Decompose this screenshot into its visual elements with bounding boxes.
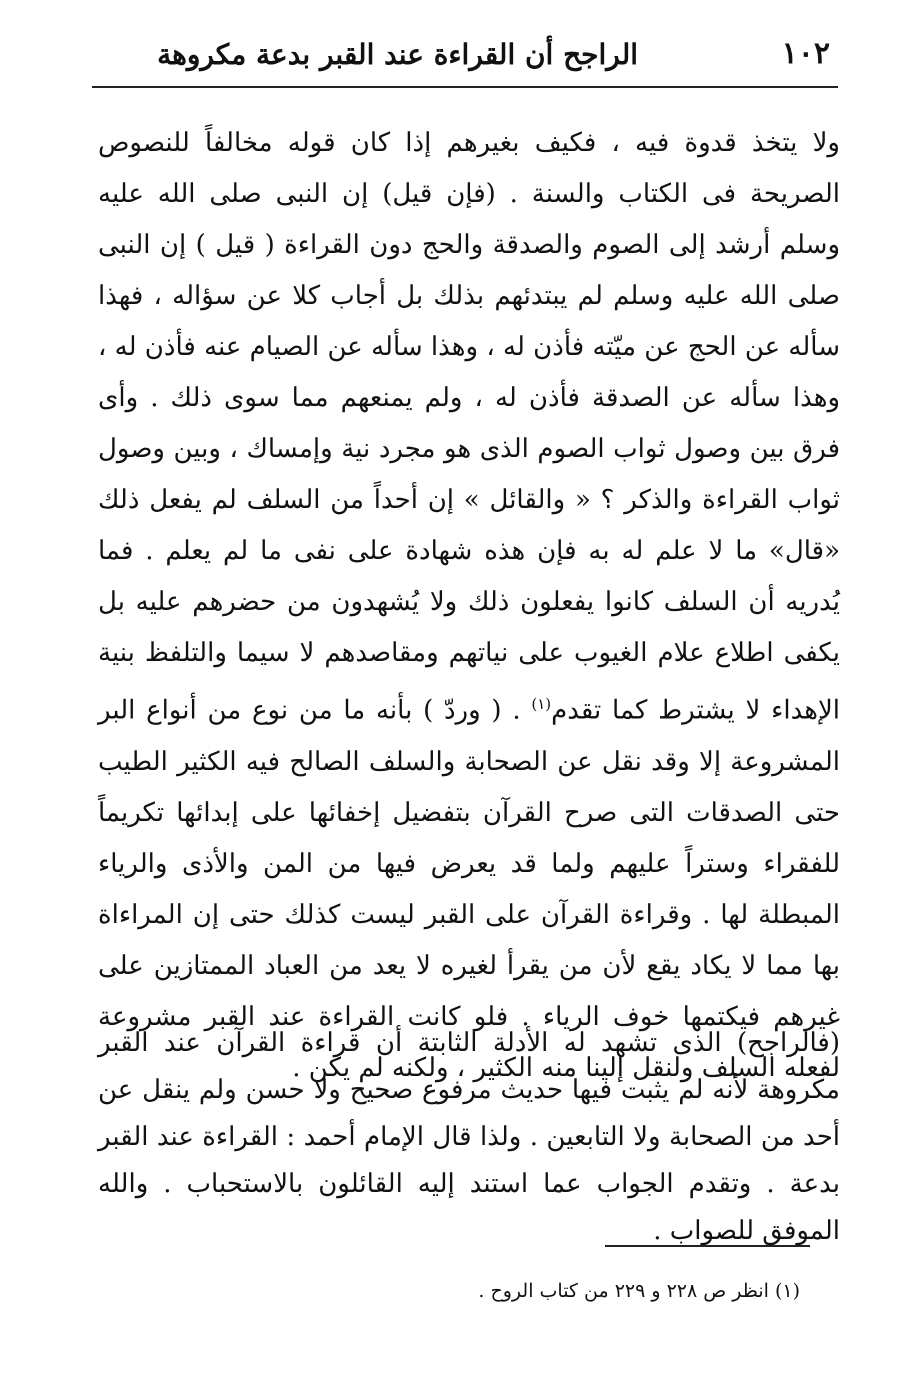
paragraph-1-part-1: ولا يتخذ قدوة فيه ، فكيف بغيرهم إذا كان قوله مخالفاً للنصوص الصريحة فى الكتاب والسنة . (فإن قيل) إن النبى صلى الله عليه وسلم أرشد إلى الصوم والصدقة والحج دون القراءة ( قيل ) إن النبى صلى الله عليه وسلم لم يبتدئهم بذلك بل أجاب كلا عن سؤاله ، فهذا سأله عن الحج عن ميّته فأذن له ، وهذا سأله عن الصيام عنه فأذن له ، وهذا سأله عن الصدقة فأذن له ، ولم يمنعهم مما سوى ذلك . وأى فرق بين وصول ثواب الصوم الذى هو مجرد نية وإمساك ، وبين وصول ثواب القراءة والذكر ؟ « والقائل » إن أحداً من السلف لم يفعل ذلك «قال» ما لا علم له به فإن هذه شهادة على نفى ما لم يعلم . فما يُدريه أن السلف كانوا يفعلون ذلك ولا يُشهدون من حضرهم عليه بل يكفى اطلاع علام الغيوب على نياتهم ومقاصدهم لا سيما والتلفظ بنية الإهداء لا يشترط كما تقدم [98,128,840,726]
main-text [98,118,840,1094]
running-title: الراجح أن القراءة عند القبر بدعة مكروهة [157,38,638,71]
paragraph-2: (فالراجح) الذى تشهد له الأدلة الثابتة أن قراءة القرآن عند القبر مكروهة لأنه لم يثبت فيها حديث مرفوع صحيح ولا حسن ولم ينقل عن أحد من الصحابة ولا التابعين . ولذا قال الإمام أحمد : القراءة عند القبر بدعة . وتقدم الجواب عما استند إليه القائلون بالاستحباب . والله الموفق للصواب . [98,1028,840,1246]
paragraph-1-part-2: . ( وردّ ) بأنه ما من نوع من أنواع البر المشروعة إلا وقد نقل عن الصحابة والسلف الصالح فيه الكثير الطيب حتى الصدقات التى صرح القرآن بتفضيل إخفائها على إبدائها تكريماً للفقراء وستراً عليهم ولما قد يعرض فيها من المن والأذى والرياء المبطلة لها . وقراءة القرآن على القبر ليست كذلك حتى إن المراءاة بها مما لا يكاد يقع لأن من يقرأ لغيره لا يعد من العباد الممتازين على غيرهم فيكتمها خوف الرياء . فلو كانت القراءة عند القبر مشروعة لفعله السلف ولنقل إلينا منه الكثير ، ولكنه لم يكن . [98,695,840,1083]
footnote-reference: (١) [531,695,552,713]
page-header [92,30,838,88]
footnote-divider [605,1245,810,1247]
footnote: (١) انظر ص ٢٢٨ و ٢٢٩ من كتاب الروح . [478,1280,800,1302]
paragraph-1 [98,118,840,1094]
page-number: ١٠٢ [781,36,830,71]
